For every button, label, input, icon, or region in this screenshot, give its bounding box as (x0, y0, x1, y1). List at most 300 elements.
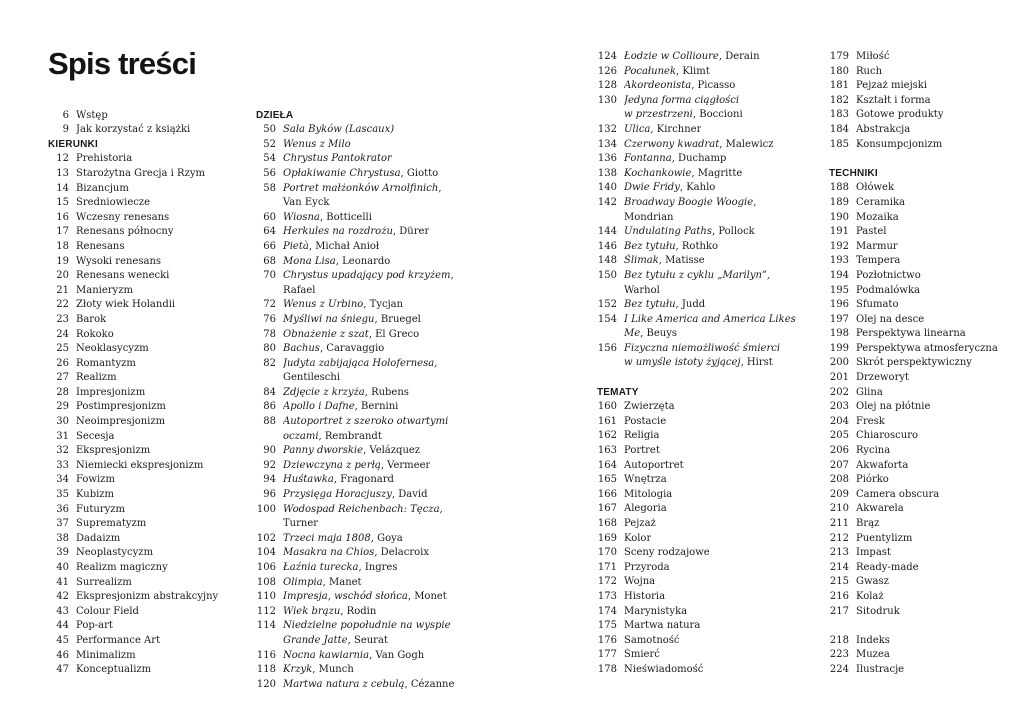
entry-text (624, 444, 660, 459)
toc-entry[interactable] (48, 444, 238, 459)
toc-entry[interactable] (829, 327, 1015, 342)
entry-text (76, 298, 175, 313)
entry-text (283, 123, 394, 138)
entry-title: Impast (856, 547, 891, 559)
entry-page-number: 194 (829, 269, 849, 281)
toc-entry[interactable] (256, 590, 556, 605)
entry-text (76, 473, 115, 488)
entry-page-number: 70 (263, 270, 276, 282)
entry-page-number: 171 (597, 561, 617, 573)
entry-title: Rokoko (76, 328, 114, 340)
toc-entry[interactable] (597, 94, 819, 109)
toc-entry[interactable] (597, 619, 819, 634)
entry-page-number: 106 (256, 562, 276, 573)
entry-text (624, 663, 703, 678)
entry-separator: , (368, 328, 376, 340)
toc-entry[interactable] (597, 561, 819, 576)
entry-title: Sitodruk (856, 605, 900, 617)
toc-entry[interactable] (256, 225, 556, 240)
toc-entry[interactable] (48, 503, 238, 518)
entry-page-number: 47 (56, 664, 69, 676)
toc-entry[interactable] (256, 459, 556, 474)
toc-entry[interactable] (48, 590, 238, 605)
toc-entry[interactable] (829, 663, 1015, 678)
entry-title: Colour Field (76, 605, 139, 617)
entry-page-number: 114 (256, 620, 276, 632)
toc-entry[interactable] (48, 619, 238, 634)
entry-page-number: 178 (597, 663, 617, 675)
entry-title: Ceramika (856, 196, 906, 208)
entry-author: Duchamp (678, 153, 727, 165)
entry-text (856, 254, 900, 269)
toc-entry[interactable] (829, 502, 1015, 517)
entry-title: Jedyna forma ciągłości (624, 94, 740, 106)
toc-entry[interactable] (829, 94, 1015, 109)
entry-page-number: 28 (56, 386, 69, 398)
toc-entry[interactable] (597, 488, 819, 503)
toc-entry[interactable] (256, 328, 556, 343)
toc-entry[interactable] (256, 167, 556, 182)
toc-entry[interactable] (829, 196, 1015, 211)
toc-entry[interactable] (597, 444, 819, 459)
toc-entry[interactable] (597, 167, 819, 182)
toc-entry[interactable] (48, 357, 238, 372)
toc-entry[interactable] (256, 649, 556, 664)
entry-text (624, 181, 715, 196)
entry-page-number: 213 (829, 547, 849, 559)
toc-entry[interactable] (829, 561, 1015, 576)
entry-title: Abstrakcja (856, 123, 911, 135)
toc-entry[interactable] (597, 605, 819, 620)
entry-title: Ekspresjonizm (76, 445, 151, 457)
toc-entry[interactable] (829, 269, 1015, 284)
toc-entry[interactable] (256, 488, 556, 503)
toc-entry[interactable] (48, 211, 238, 226)
toc-entry[interactable] (48, 342, 238, 357)
toc-entry[interactable] (48, 225, 238, 240)
entry-text (856, 211, 899, 226)
section-heading: DZIEŁA (256, 109, 294, 121)
entry-separator: , (671, 153, 679, 165)
toc-entry[interactable] (48, 167, 238, 182)
toc-entry[interactable] (597, 152, 819, 167)
toc-entry[interactable] (829, 284, 1015, 299)
entry-text (283, 182, 441, 197)
entry-text (856, 371, 909, 386)
toc-section (829, 50, 1015, 152)
entry-separator: , (400, 167, 407, 179)
entry-author: Dürer (399, 226, 430, 238)
toc-entry[interactable] (829, 400, 1015, 415)
entry-title: Chrystus upadający pod krzyżem, (283, 270, 454, 282)
entry-text (856, 502, 904, 517)
toc-entry[interactable] (48, 400, 238, 415)
toc-entry[interactable] (48, 109, 238, 124)
toc-entry[interactable] (48, 488, 238, 503)
toc-entry[interactable] (256, 123, 556, 138)
toc-entry[interactable] (48, 546, 238, 561)
toc-entry[interactable] (597, 240, 819, 255)
entry-title: Surrealizm (76, 576, 132, 588)
entry-page-number: 184 (829, 123, 849, 135)
entry-text (624, 269, 770, 284)
entry-title: Pocałunek (624, 65, 677, 77)
toc-entry[interactable] (829, 488, 1015, 503)
entry-page-number: 211 (829, 518, 849, 529)
entry-page-number: 199 (829, 342, 849, 354)
entry-page-number: 182 (829, 94, 849, 106)
entry-title: Wstęp (76, 109, 108, 121)
entry-title: Miłość (856, 51, 890, 62)
entry-page-number: 163 (597, 445, 617, 457)
toc-entry[interactable] (829, 459, 1015, 474)
toc-entry[interactable] (48, 605, 238, 620)
entry-page-number: 191 (829, 226, 849, 238)
entry-author: , Hirst (740, 357, 773, 369)
toc-entry[interactable] (829, 590, 1015, 605)
toc-entry[interactable] (48, 152, 238, 167)
toc-entry[interactable] (256, 400, 556, 415)
toc-entry[interactable] (829, 473, 1015, 488)
toc-entry[interactable] (48, 123, 238, 138)
toc-entry[interactable] (48, 269, 238, 284)
toc-entry[interactable] (597, 517, 819, 532)
toc-entry[interactable] (597, 50, 819, 65)
entry-page-number: 88 (263, 416, 276, 428)
toc-entry[interactable] (48, 517, 238, 532)
entry-text (624, 488, 672, 503)
toc-entry[interactable] (48, 459, 238, 474)
toc-entry[interactable] (597, 634, 819, 649)
entry-page-number: 212 (829, 532, 849, 544)
entry-page-number: 168 (597, 518, 617, 529)
toc-entry[interactable] (48, 415, 238, 430)
entry-author: Tycjan (369, 299, 404, 311)
entry-continuation (597, 356, 819, 371)
toc-entry[interactable] (256, 605, 556, 620)
toc-entry[interactable] (597, 254, 819, 269)
toc-entry[interactable] (829, 356, 1015, 371)
toc-entry[interactable] (256, 152, 556, 167)
toc-entry[interactable] (597, 225, 819, 240)
toc-entry[interactable] (48, 473, 238, 488)
entry-page-number: 110 (256, 591, 276, 603)
toc-entry[interactable] (829, 138, 1015, 153)
entry-text (856, 386, 883, 401)
toc-entry[interactable] (597, 429, 819, 444)
entry-text (76, 182, 129, 197)
entry-text (76, 430, 114, 445)
entry-separator: , (380, 459, 388, 471)
toc-entry[interactable] (48, 328, 238, 343)
entry-page-number: 138 (597, 167, 617, 179)
entry-page-number: 181 (829, 80, 849, 92)
entry-text (856, 459, 908, 474)
entry-title: Autoportret z szeroko otwartymi (283, 416, 449, 428)
toc-entry[interactable] (48, 313, 238, 328)
entry-page-number: 148 (597, 255, 617, 267)
entry-title: Piórko (856, 474, 889, 486)
toc-entry[interactable] (48, 240, 238, 255)
entry-text (856, 634, 890, 649)
toc-entry[interactable] (829, 386, 1015, 401)
toc-entry[interactable] (48, 298, 238, 313)
entry-page-number: 44 (56, 620, 69, 632)
entry-text (856, 327, 966, 342)
entry-title: Starożytna Grecja i Rzym (76, 167, 205, 179)
entry-text (76, 663, 151, 678)
toc-entry[interactable] (48, 182, 238, 197)
entry-title: Wczesny renesans (76, 211, 170, 223)
entry-title: Sceny rodzajowe (624, 547, 710, 559)
toc-entry[interactable] (256, 138, 556, 153)
entry-author: El Greco (375, 328, 420, 340)
entry-text (856, 532, 912, 547)
toc-entry[interactable] (48, 649, 238, 664)
toc-entry[interactable] (597, 575, 819, 590)
toc-entry[interactable] (256, 255, 556, 270)
toc-entry[interactable] (829, 211, 1015, 226)
toc-entry[interactable] (256, 503, 556, 518)
entry-page-number: 31 (56, 430, 69, 442)
entry-page-number: 180 (829, 65, 849, 77)
entry-text (76, 488, 114, 503)
toc-entry[interactable] (829, 575, 1015, 590)
entry-page-number: 90 (263, 445, 276, 457)
entry-separator: , (335, 255, 343, 267)
toc-entry[interactable] (256, 415, 556, 430)
toc-entry[interactable] (256, 211, 556, 226)
toc-entry[interactable] (597, 546, 819, 561)
entry-page-number: 175 (597, 620, 617, 632)
entry-title-cont: w przestrzeni (624, 109, 693, 121)
toc-entry[interactable] (48, 284, 238, 299)
entry-title-cont: Me (624, 328, 641, 340)
toc-entry[interactable] (256, 240, 556, 255)
toc-entry[interactable] (829, 605, 1015, 620)
toc-entry[interactable] (597, 590, 819, 605)
toc-entry[interactable] (48, 196, 238, 211)
toc-entry[interactable] (829, 50, 1015, 65)
section-heading: TECHNIKI (829, 167, 878, 179)
entry-separator: , (719, 138, 726, 150)
entry-author: Giotto (406, 167, 439, 179)
entry-separator: , (675, 299, 682, 311)
toc-entry[interactable] (829, 415, 1015, 430)
entry-page-number: 72 (263, 299, 276, 311)
toc-entry[interactable] (829, 517, 1015, 532)
entry-title: Brąz (856, 518, 880, 529)
entry-page-number: 169 (597, 532, 617, 544)
toc-entry[interactable] (597, 313, 819, 328)
entry-text (624, 79, 735, 94)
entry-title: Minimalizm (76, 649, 136, 661)
toc-entry[interactable] (829, 371, 1015, 386)
entry-page-number: 196 (829, 299, 849, 311)
toc-entry[interactable] (829, 648, 1015, 663)
toc-entry[interactable] (597, 400, 819, 415)
entry-page-number: 185 (829, 138, 849, 150)
toc-entry[interactable] (597, 532, 819, 547)
entry-page-number: 32 (56, 445, 69, 457)
entry-title: Kolor (624, 532, 652, 544)
toc-entry[interactable] (597, 123, 819, 138)
entry-page-number: 215 (829, 576, 849, 588)
toc-entry[interactable] (48, 532, 238, 547)
entry-page-number: 29 (56, 401, 69, 413)
toc-entry[interactable] (829, 108, 1015, 123)
entry-text (283, 663, 354, 678)
toc-entry[interactable] (829, 181, 1015, 196)
section-heading: KIERUNKI (48, 138, 98, 150)
entry-text (624, 605, 687, 620)
entry-title: Nieświadomość (624, 663, 704, 675)
toc-entry[interactable] (597, 502, 819, 517)
toc-entry[interactable] (256, 357, 556, 372)
entry-text (76, 255, 161, 270)
entry-text (856, 400, 930, 415)
toc-entry[interactable] (256, 576, 556, 591)
entry-title: Dadaizm (76, 532, 121, 544)
toc-entry[interactable] (256, 298, 556, 313)
entry-title: Renesans (76, 240, 125, 252)
toc-entry[interactable] (48, 371, 238, 386)
toc-entry[interactable] (829, 532, 1015, 547)
toc-entry[interactable] (256, 532, 556, 547)
entry-author: Monet (414, 591, 447, 603)
entry-title: Postimpresjonizm (76, 401, 166, 413)
entry-page-number: 200 (829, 357, 849, 369)
toc-entry[interactable] (597, 663, 819, 678)
entry-page-number: 35 (56, 489, 69, 501)
toc-entry[interactable] (597, 269, 819, 284)
entry-author: Rothko (681, 240, 718, 252)
entry-title: Jak korzystać z książki (76, 124, 191, 136)
toc-entry[interactable] (256, 473, 556, 488)
toc-entry[interactable] (829, 634, 1015, 649)
entry-text (856, 79, 927, 94)
toc-entry[interactable] (829, 313, 1015, 328)
entry-title: Fontanna (624, 153, 672, 165)
toc-entry[interactable] (597, 138, 819, 153)
entry-text (283, 678, 454, 693)
toc-section (256, 109, 556, 693)
toc-entry[interactable] (256, 663, 556, 678)
entry-author: Malewicz (725, 138, 774, 150)
entry-page-number: 165 (597, 474, 617, 486)
entry-author: Klimt (682, 65, 710, 77)
toc-entry[interactable] (256, 269, 556, 284)
entry-page-number: 100 (256, 503, 276, 515)
toc-entry[interactable] (597, 415, 819, 430)
entry-page-number: 161 (597, 415, 617, 427)
entry-text (624, 313, 796, 328)
entry-page-number: 43 (56, 605, 69, 617)
toc-entry[interactable] (597, 79, 819, 94)
entry-text (283, 138, 351, 153)
entry-text (76, 590, 218, 605)
entry-title: Chiaroscuro (856, 430, 919, 442)
entry-title: Rycina (856, 445, 891, 457)
toc-entry[interactable] (256, 313, 556, 328)
toc-entry[interactable] (597, 298, 819, 313)
entry-title: Postacie (624, 415, 667, 427)
entry-title: Renesans wenecki (76, 270, 170, 282)
toc-entry[interactable] (48, 386, 238, 401)
toc-entry[interactable] (256, 619, 556, 634)
entry-page-number: 108 (256, 576, 276, 588)
toc-entry[interactable] (597, 473, 819, 488)
entry-text (76, 561, 168, 576)
toc-entry[interactable] (829, 342, 1015, 357)
toc-entry[interactable] (597, 459, 819, 474)
entry-text (283, 473, 394, 488)
entry-title: Bizancjum (76, 182, 129, 194)
toc-entry[interactable] (256, 386, 556, 401)
entry-separator: , (718, 51, 726, 62)
toc-entry[interactable] (48, 576, 238, 591)
entry-continuation (256, 634, 556, 649)
entry-page-number: 42 (56, 591, 69, 603)
entry-text (856, 240, 898, 255)
toc-entry[interactable] (597, 648, 819, 663)
entry-title: Łodzie w Collioure (624, 51, 719, 62)
toc-entry[interactable] (48, 561, 238, 576)
entry-title: Ruch (856, 65, 883, 77)
entry-text (283, 255, 390, 270)
entry-page-number: 36 (56, 503, 69, 515)
toc-entry[interactable] (829, 79, 1015, 94)
toc-entry[interactable] (829, 123, 1015, 138)
toc-entry[interactable] (829, 429, 1015, 444)
entry-page-number: 6 (62, 109, 69, 121)
entry-page-number: 56 (263, 167, 276, 179)
toc-entry[interactable] (597, 342, 819, 357)
entry-separator: , (650, 123, 657, 135)
entry-title: Śmierć (624, 649, 660, 661)
entry-page-number: 188 (829, 182, 849, 194)
toc-entry[interactable] (829, 298, 1015, 313)
toc-entry[interactable] (829, 546, 1015, 561)
toc-entry[interactable] (597, 65, 819, 80)
toc-entry[interactable] (829, 225, 1015, 240)
entry-page-number: 25 (56, 343, 69, 355)
section-spacer (829, 152, 1015, 167)
toc-entry[interactable] (48, 634, 238, 649)
toc-entry[interactable] (48, 663, 238, 678)
entry-page-number: 183 (829, 109, 849, 121)
toc-entry[interactable] (256, 678, 556, 693)
toc-entry[interactable] (829, 444, 1015, 459)
entry-continuation (597, 284, 819, 299)
entry-page-number: 37 (56, 518, 69, 530)
entry-separator: , (374, 547, 381, 559)
toc-entry[interactable] (48, 255, 238, 270)
entry-separator: , (392, 226, 400, 238)
toc-entry[interactable] (256, 342, 556, 357)
toc-entry[interactable] (829, 65, 1015, 80)
toc-entry[interactable] (829, 240, 1015, 255)
toc-entry[interactable] (256, 561, 556, 576)
toc-entry[interactable] (256, 546, 556, 561)
toc-entry[interactable] (829, 254, 1015, 269)
entry-page-number: 20 (56, 270, 69, 282)
toc-entry[interactable] (48, 430, 238, 445)
toc-entry[interactable] (256, 182, 556, 197)
toc-entry[interactable] (597, 196, 819, 211)
toc-entry[interactable] (256, 444, 556, 459)
toc-entry[interactable] (597, 181, 819, 196)
